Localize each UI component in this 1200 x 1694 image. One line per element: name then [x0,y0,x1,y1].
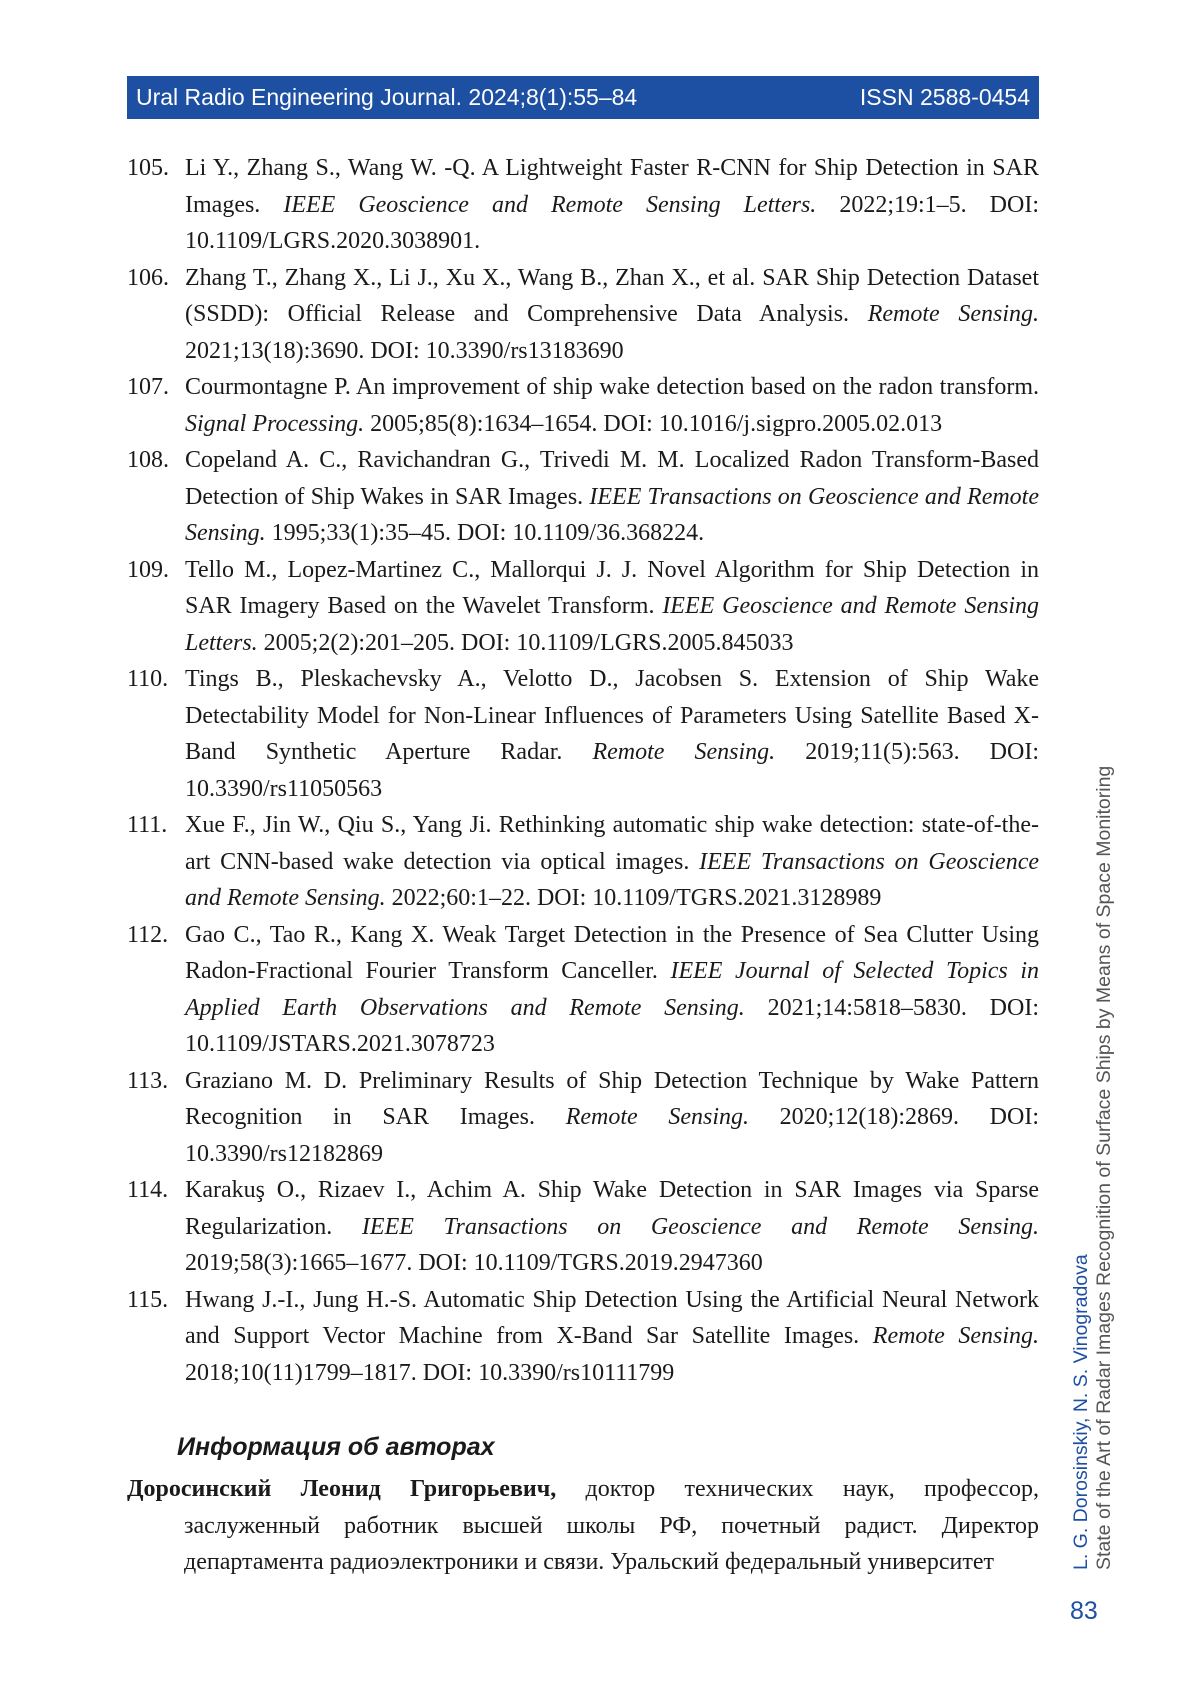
reference-journal: IEEE Transactions on Geoscience and Remote Sensing. [361,1213,1039,1240]
reference-text [185,661,1039,807]
reference-details: 1995;33(1):35–45. DOI: 10.1109/36.368224. [265,520,705,546]
reference-title: Courmontagne P. An improvement of ship wake detection based on the radon transform. [185,374,1039,400]
reference-text [185,1282,1039,1392]
reference-details: 2022;60:1–22. DOI: 10.1109/TGRS.2021.3128989 [385,885,882,911]
reference-item [127,917,1039,1063]
reference-journal: IEEE Geoscience and Remote Sensing Letters. [283,191,817,218]
reference-journal: IEEE Transactions on Geoscience and Remote Sensing. [185,848,1039,911]
reference-journal: Remote Sensing. [867,301,1040,327]
reference-text [185,260,1039,370]
side-article-title: State of the Art of Radar Images Recognition of Surface Ships by Means of Space Monitoring [1093,765,1115,1570]
reference-text [185,150,1039,260]
reference-details: 2019;11(5):563. DOI: 10.3390/rs11050563 [185,739,1040,802]
reference-details: 2005;85(8):1634–1654. DOI: 10.1016/j.sigpro.2005.02.013 [364,410,943,437]
reference-title: Copeland A. C., Ravichandran G., Trivedi M. M. Localized Radon Transform-Based Detection of Ship Wakes in SAR Images. [185,447,1039,510]
reference-details: 2019;58(3):1665–1677. DOI: 10.1109/TGRS.2019.2947360 [185,1250,763,1276]
reference-text [185,442,1039,552]
journal-title: Ural Radio Engineering Journal. 2024;8(1):55–84 [136,84,638,110]
reference-number: 107. [127,374,169,400]
reference-details: 2022;19:1–5. DOI: 10.1109/LGRS.2020.3038901. [185,191,1039,254]
reference-item [127,1172,1039,1282]
issn: ISSN 2588-0454 [859,84,1030,110]
reference-text [185,369,1039,442]
reference-number: 105. [127,155,169,181]
reference-number: 109. [127,556,169,583]
reference-text [185,807,1039,917]
reference-text [185,1063,1039,1173]
reference-number: 115. [127,1286,169,1313]
reference-item [127,442,1039,552]
reference-text [185,917,1039,1063]
reference-journal: Signal Processing. [185,410,365,437]
reference-list [127,150,1039,1391]
running-side-header [1070,690,1116,1570]
reference-item [127,369,1039,442]
reference-title: Graziano M. D. Preliminary Results of Ship Detection Technique by Wake Pattern Recognition in SAR Images. [185,1067,1039,1130]
reference-title: Karakuş O., Rizaev I., Achim A. Ship Wake Detection in SAR Images via Sparse Regularization. [185,1177,1039,1240]
reference-text [185,1172,1039,1282]
reference-journal: IEEE Journal of Selected Topics in Applied Earth Observations and Remote Sensing. [185,958,1039,1021]
reference-number: 106. [127,264,169,291]
side-authors: L. G. Dorosinskiy, N. S. Vinogradova [1070,1254,1092,1570]
reference-details: 2018;10(11)1799–1817. DOI: 10.3390/rs10111799 [185,1359,675,1386]
reference-number: 111. [127,812,168,838]
reference-item [127,1063,1039,1173]
reference-number: 114. [127,1177,169,1203]
reference-details: 2005;2(2):201–205. DOI: 10.1109/LGRS.2005.845033 [257,629,794,656]
reference-item [127,150,1039,260]
reference-item [127,661,1039,807]
reference-journal: Remote Sensing. [872,1323,1040,1349]
reference-number: 108. [127,447,169,473]
page-content [127,150,1039,1581]
author-info-paragraph [127,1471,1039,1581]
reference-title: Gao C., Tao R., Kang X. Weak Target Detection in the Presence of Sea Clutter Using Radon-Fractional Fourier Transform Canceller. [185,921,1039,984]
author-description: доктор технических наук, профессор, заслуженный работник высшей школы РФ, почетный радист. Директор департамента радиоэлектроники и связи. Уральский федеральный университет [184,1476,1039,1575]
reference-number: 112. [127,921,169,948]
reference-number: 113. [127,1067,169,1094]
reference-item [127,1282,1039,1392]
reference-text [185,552,1039,662]
reference-title: Tings B., Pleskachevsky A., Velotto D., Jacobsen S. Extension of Ship Wake Detectability Model for Non-Linear Influences of Parameters Using Satellite Based X-Band Synthetic Aperture Radar. [185,666,1039,765]
page-number: 83 [1070,1597,1098,1625]
reference-item [127,552,1039,662]
reference-title: Zhang T., Zhang X., Li J., Xu X., Wang B., Zhan X., et al. SAR Ship Detection Dataset (SSDD): Official Release and Comprehensive Data Analysis. [185,264,1039,327]
reference-item [127,807,1039,917]
reference-journal: Remote Sensing. [592,739,776,765]
reference-title: Li Y., Zhang S., Wang W. -Q. A Lightweight Faster R-CNN for Ship Detection in SAR Images. [185,155,1039,218]
reference-details: 2021;13(18):3690. DOI: 10.3390/rs13183690 [185,337,624,364]
journal-header-bar [127,76,1039,119]
reference-journal: IEEE Transactions on Geoscience and Remote Sensing. [185,483,1039,546]
authors-section-title: Информация об авторах [177,1433,495,1461]
reference-title: Tello M., Lopez-Martinez C., Mallorqui J. J. Novel Algorithm for Ship Detection in SAR Imagery Based on the Wavelet Transform. [185,556,1039,619]
reference-item [127,260,1039,370]
reference-number: 110. [127,666,169,692]
reference-details: 2020;12(18):2869. DOI: 10.3390/rs12182869 [185,1104,1039,1167]
author-name: Доросинский Леонид Григорьевич, [127,1476,557,1502]
reference-details: 2021;14:5818–5830. DOI: 10.1109/JSTARS.2021.3078723 [185,994,1039,1057]
reference-journal: Remote Sensing. [565,1104,749,1130]
reference-title: Hwang J.-I., Jung H.-S. Automatic Ship Detection Using the Artificial Neural Network and Support Vector Machine from X-Band Sar Satellite Images. [185,1286,1039,1349]
reference-title: Xue F., Jin W., Qiu S., Yang Ji. Rethinking automatic ship wake detection: state-of-the-art CNN-based wake detection via optical images. [185,812,1039,875]
reference-journal: IEEE Geoscience and Remote Sensing Letters. [185,593,1039,656]
